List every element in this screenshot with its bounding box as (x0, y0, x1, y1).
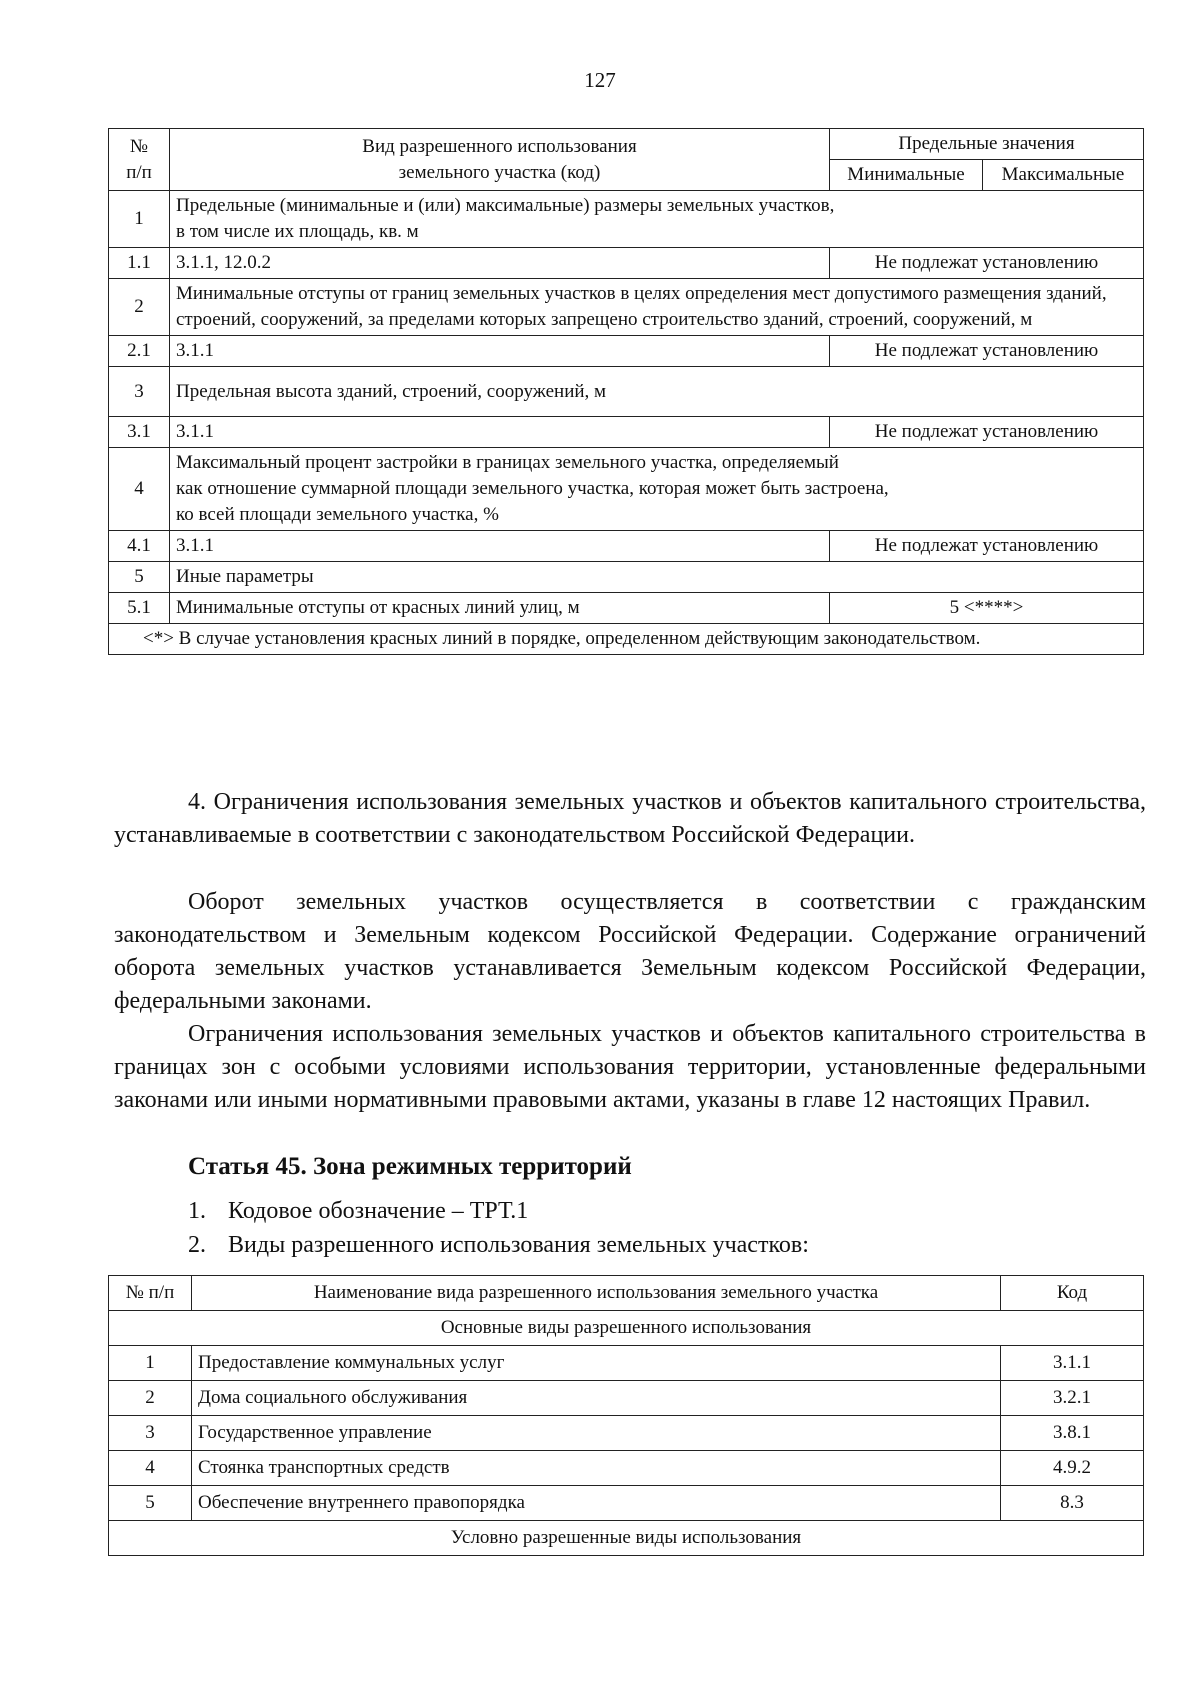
section-row (109, 1311, 1144, 1346)
permitted-uses-table (108, 1275, 1144, 1556)
row-code: Минимальные отступы от красных линий улиц, м (170, 593, 830, 624)
header-code: Код (1001, 1276, 1144, 1311)
row-num: 4 (109, 1451, 192, 1486)
table-row (109, 1486, 1144, 1521)
row-num: 1.1 (109, 248, 170, 279)
row-code: 3.8.1 (1001, 1416, 1144, 1451)
row-value: 5 <****> (830, 593, 1144, 624)
list-item-text: Кодовое обозначение – ТРТ.1 (228, 1198, 529, 1224)
table-note: <*> В случае установления красных линий в порядке, определенном действующим законодательством. (143, 628, 981, 649)
list-item-number: 2. (188, 1232, 206, 1258)
header-type: Вид разрешенного использования земельного участка (код) (170, 129, 830, 191)
row-name: Государственное управление (192, 1416, 1001, 1451)
row-name: Дома социального обслуживания (192, 1381, 1001, 1416)
list-item-number: 1. (188, 1198, 206, 1224)
row-text: Предельные (минимальные и (или) максимальные) размеры земельных участков, в том числе их площадь, кв. м (170, 191, 1144, 248)
row-code: 3.1.1 (170, 531, 830, 562)
row-num: 1 (109, 1346, 192, 1381)
table-row (109, 448, 1144, 531)
row-num: 3 (109, 1416, 192, 1451)
row-num: 5.1 (109, 593, 170, 624)
list-item (188, 1232, 809, 1259)
header-num: № п/п (109, 1276, 192, 1311)
row-num: 4 (109, 448, 170, 531)
paragraph-restrictions: 4. Ограничения использования земельных участков и объектов капитального строительства, устанавливаемые в соответствии с законодательством Российской Федерации. (114, 789, 1146, 848)
row-name: Предоставление коммунальных услуг (192, 1346, 1001, 1381)
table-row (109, 336, 1144, 367)
table-header-row (109, 1276, 1144, 1311)
table-row (109, 531, 1144, 562)
row-code: 3.1.1, 12.0.2 (170, 248, 830, 279)
row-value: Не подлежат установлению (830, 248, 1144, 279)
header-max: Максимальные (983, 160, 1144, 191)
section-conditional-uses: Условно разрешенные виды использования (109, 1521, 1144, 1556)
header-limits: Предельные значения (830, 129, 1144, 160)
table-row (109, 279, 1144, 336)
row-num: 1 (109, 191, 170, 248)
row-num: 4.1 (109, 531, 170, 562)
row-name: Стоянка транспортных средств (192, 1451, 1001, 1486)
limits-table (108, 128, 1144, 655)
row-num: 2 (109, 279, 170, 336)
table-row (109, 248, 1144, 279)
row-code: 3.1.1 (170, 336, 830, 367)
row-code: 3.2.1 (1001, 1381, 1144, 1416)
paragraph-special-zones: Ограничения использования земельных участков и объектов капитального строительства в границах зон с особыми условиями использования территории, установленные федеральными законами или иными нормативными правовыми актами, указаны в главе 12 настоящих Правил. (114, 1021, 1146, 1113)
table-row (109, 417, 1144, 448)
header-num: № п/п (109, 129, 170, 191)
table-header-row (109, 129, 1144, 160)
row-num: 5 (109, 562, 170, 593)
row-text: Иные параметры (170, 562, 1144, 593)
section-main-uses: Основные виды разрешенного использования (109, 1311, 1144, 1346)
row-text: Минимальные отступы от границ земельных участков в целях определения мест допустимого размещения зданий, строений, сооружений, за пределами которых запрещено строительство зданий, строений, сооружений, м (170, 279, 1144, 336)
row-value: Не подлежат установлению (830, 531, 1144, 562)
table-note-row (109, 624, 1144, 655)
row-text: Максимальный процент застройки в границах земельного участка, определяемый как отношение суммарной площади земельного участка, которая может быть застроена, ко всей площади земельного участка, % (170, 448, 1144, 531)
page-number: 127 (584, 68, 616, 92)
row-value: Не подлежат установлению (830, 417, 1144, 448)
article-title: Статья 45. Зона режимных территорий (188, 1153, 632, 1180)
table-row (109, 1381, 1144, 1416)
row-num: 2.1 (109, 336, 170, 367)
table-row (109, 367, 1144, 417)
list-item-text: Виды разрешенного использования земельных участков: (228, 1232, 809, 1258)
row-num: 3 (109, 367, 170, 417)
row-text: Предельная высота зданий, строений, сооружений, м (170, 367, 1144, 417)
row-code: 4.9.2 (1001, 1451, 1144, 1486)
row-value: Не подлежат установлению (830, 336, 1144, 367)
row-num: 5 (109, 1486, 192, 1521)
table-row (109, 593, 1144, 624)
row-name: Обеспечение внутреннего правопорядка (192, 1486, 1001, 1521)
list-item (188, 1198, 528, 1225)
row-num: 2 (109, 1381, 192, 1416)
row-code: 3.1.1 (170, 417, 830, 448)
table-row (109, 1416, 1144, 1451)
row-num: 3.1 (109, 417, 170, 448)
row-code: 8.3 (1001, 1486, 1144, 1521)
table-row (109, 562, 1144, 593)
row-code: 3.1.1 (1001, 1346, 1144, 1381)
table-row (109, 191, 1144, 248)
header-min: Минимальные (830, 160, 983, 191)
paragraph-turnover: Оборот земельных участков осуществляется в соответствии с гражданским законодательством и Земельным кодексом Российской Федерации. Содержание ограничений оборота земельных участков устанавливается Земельным кодексом Российской Федерации, федеральными законами. (114, 889, 1146, 1014)
table-row (109, 1451, 1144, 1486)
header-name: Наименование вида разрешенного использования земельного участка (192, 1276, 1001, 1311)
section-row (109, 1521, 1144, 1556)
table-row (109, 1346, 1144, 1381)
